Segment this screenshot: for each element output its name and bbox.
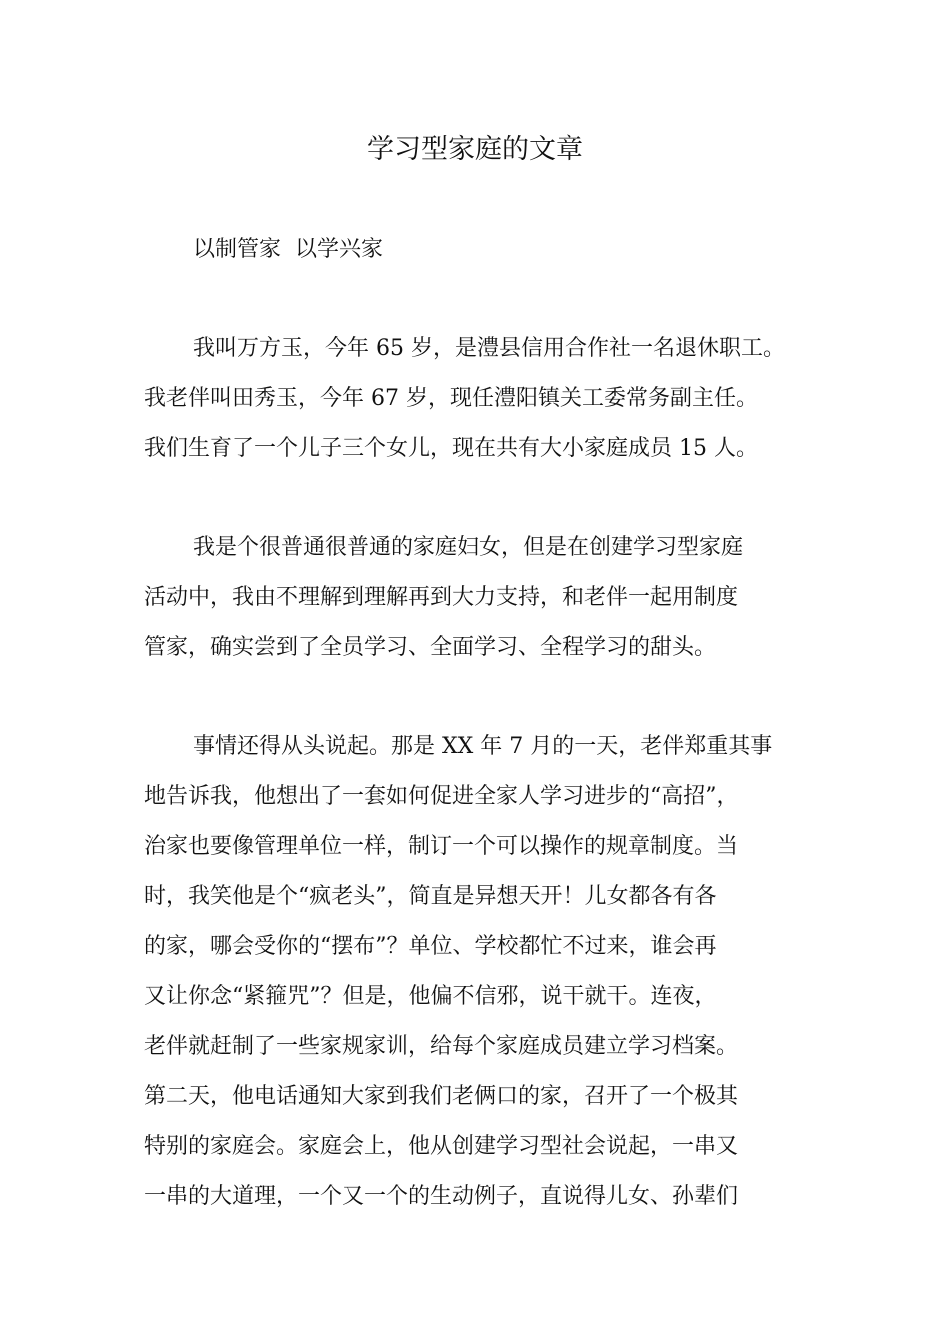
text-line: 我们生育了一个儿子三个女儿，现在共有大小家庭成员 15 人。 bbox=[144, 436, 758, 461]
text-line: 我老伴叫田秀玉，今年 67 岁，现任澧阳镇关工委常务副主任。 bbox=[144, 386, 758, 411]
paragraph bbox=[144, 722, 814, 1222]
text-line: 时，我笑他是个“疯老头”，简直是异想天开！儿女都各有各 bbox=[144, 884, 717, 909]
text-line: 活动中，我由不理解到理解再到大力支持，和老伴一起用制度 bbox=[144, 585, 739, 610]
text-line: 又让你念“紧箍咒”？但是，他偏不信邪，说干就干。连夜， bbox=[144, 984, 717, 1009]
text-line: 老伴就赶制了一些家规家训，给每个家庭成员建立学习档案。 bbox=[144, 1034, 739, 1059]
text-line: 管家，确实尝到了全员学习、全面学习、全程学习的甜头。 bbox=[144, 635, 717, 660]
document-title: 学习型家庭的文章 bbox=[367, 134, 583, 165]
text-line: 特别的家庭会。家庭会上，他从创建学习型社会说起，一串又 bbox=[144, 1134, 739, 1159]
text-line: 事情还得从头说起。那是 XX 年 7 月的一天，老伴郑重其事 bbox=[193, 734, 773, 759]
text-line: 我叫万方玉，今年 65 岁，是澧县信用合作社一名退休职工。 bbox=[193, 336, 785, 361]
document-subtitle: 以制管家 以学兴家 bbox=[193, 237, 383, 262]
text-line: 的家，哪会受你的“摆布”？单位、学校都忙不过来，谁会再 bbox=[144, 934, 717, 959]
text-line: 治家也要像管理单位一样，制订一个可以操作的规章制度。当 bbox=[144, 834, 739, 859]
text-line: 地告诉我，他想出了一套如何促进全家人学习进步的“高招”， bbox=[144, 784, 739, 809]
paragraph bbox=[144, 523, 814, 673]
text-line: 我是个很普通很普通的家庭妇女，但是在创建学习型家庭 bbox=[193, 535, 744, 560]
text-line: 一串的大道理，一个又一个的生动例子，直说得儿女、孙辈们 bbox=[144, 1184, 739, 1209]
paragraph bbox=[144, 324, 814, 474]
text-line: 第二天，他电话通知大家到我们老俩口的家，召开了一个极其 bbox=[144, 1084, 739, 1109]
